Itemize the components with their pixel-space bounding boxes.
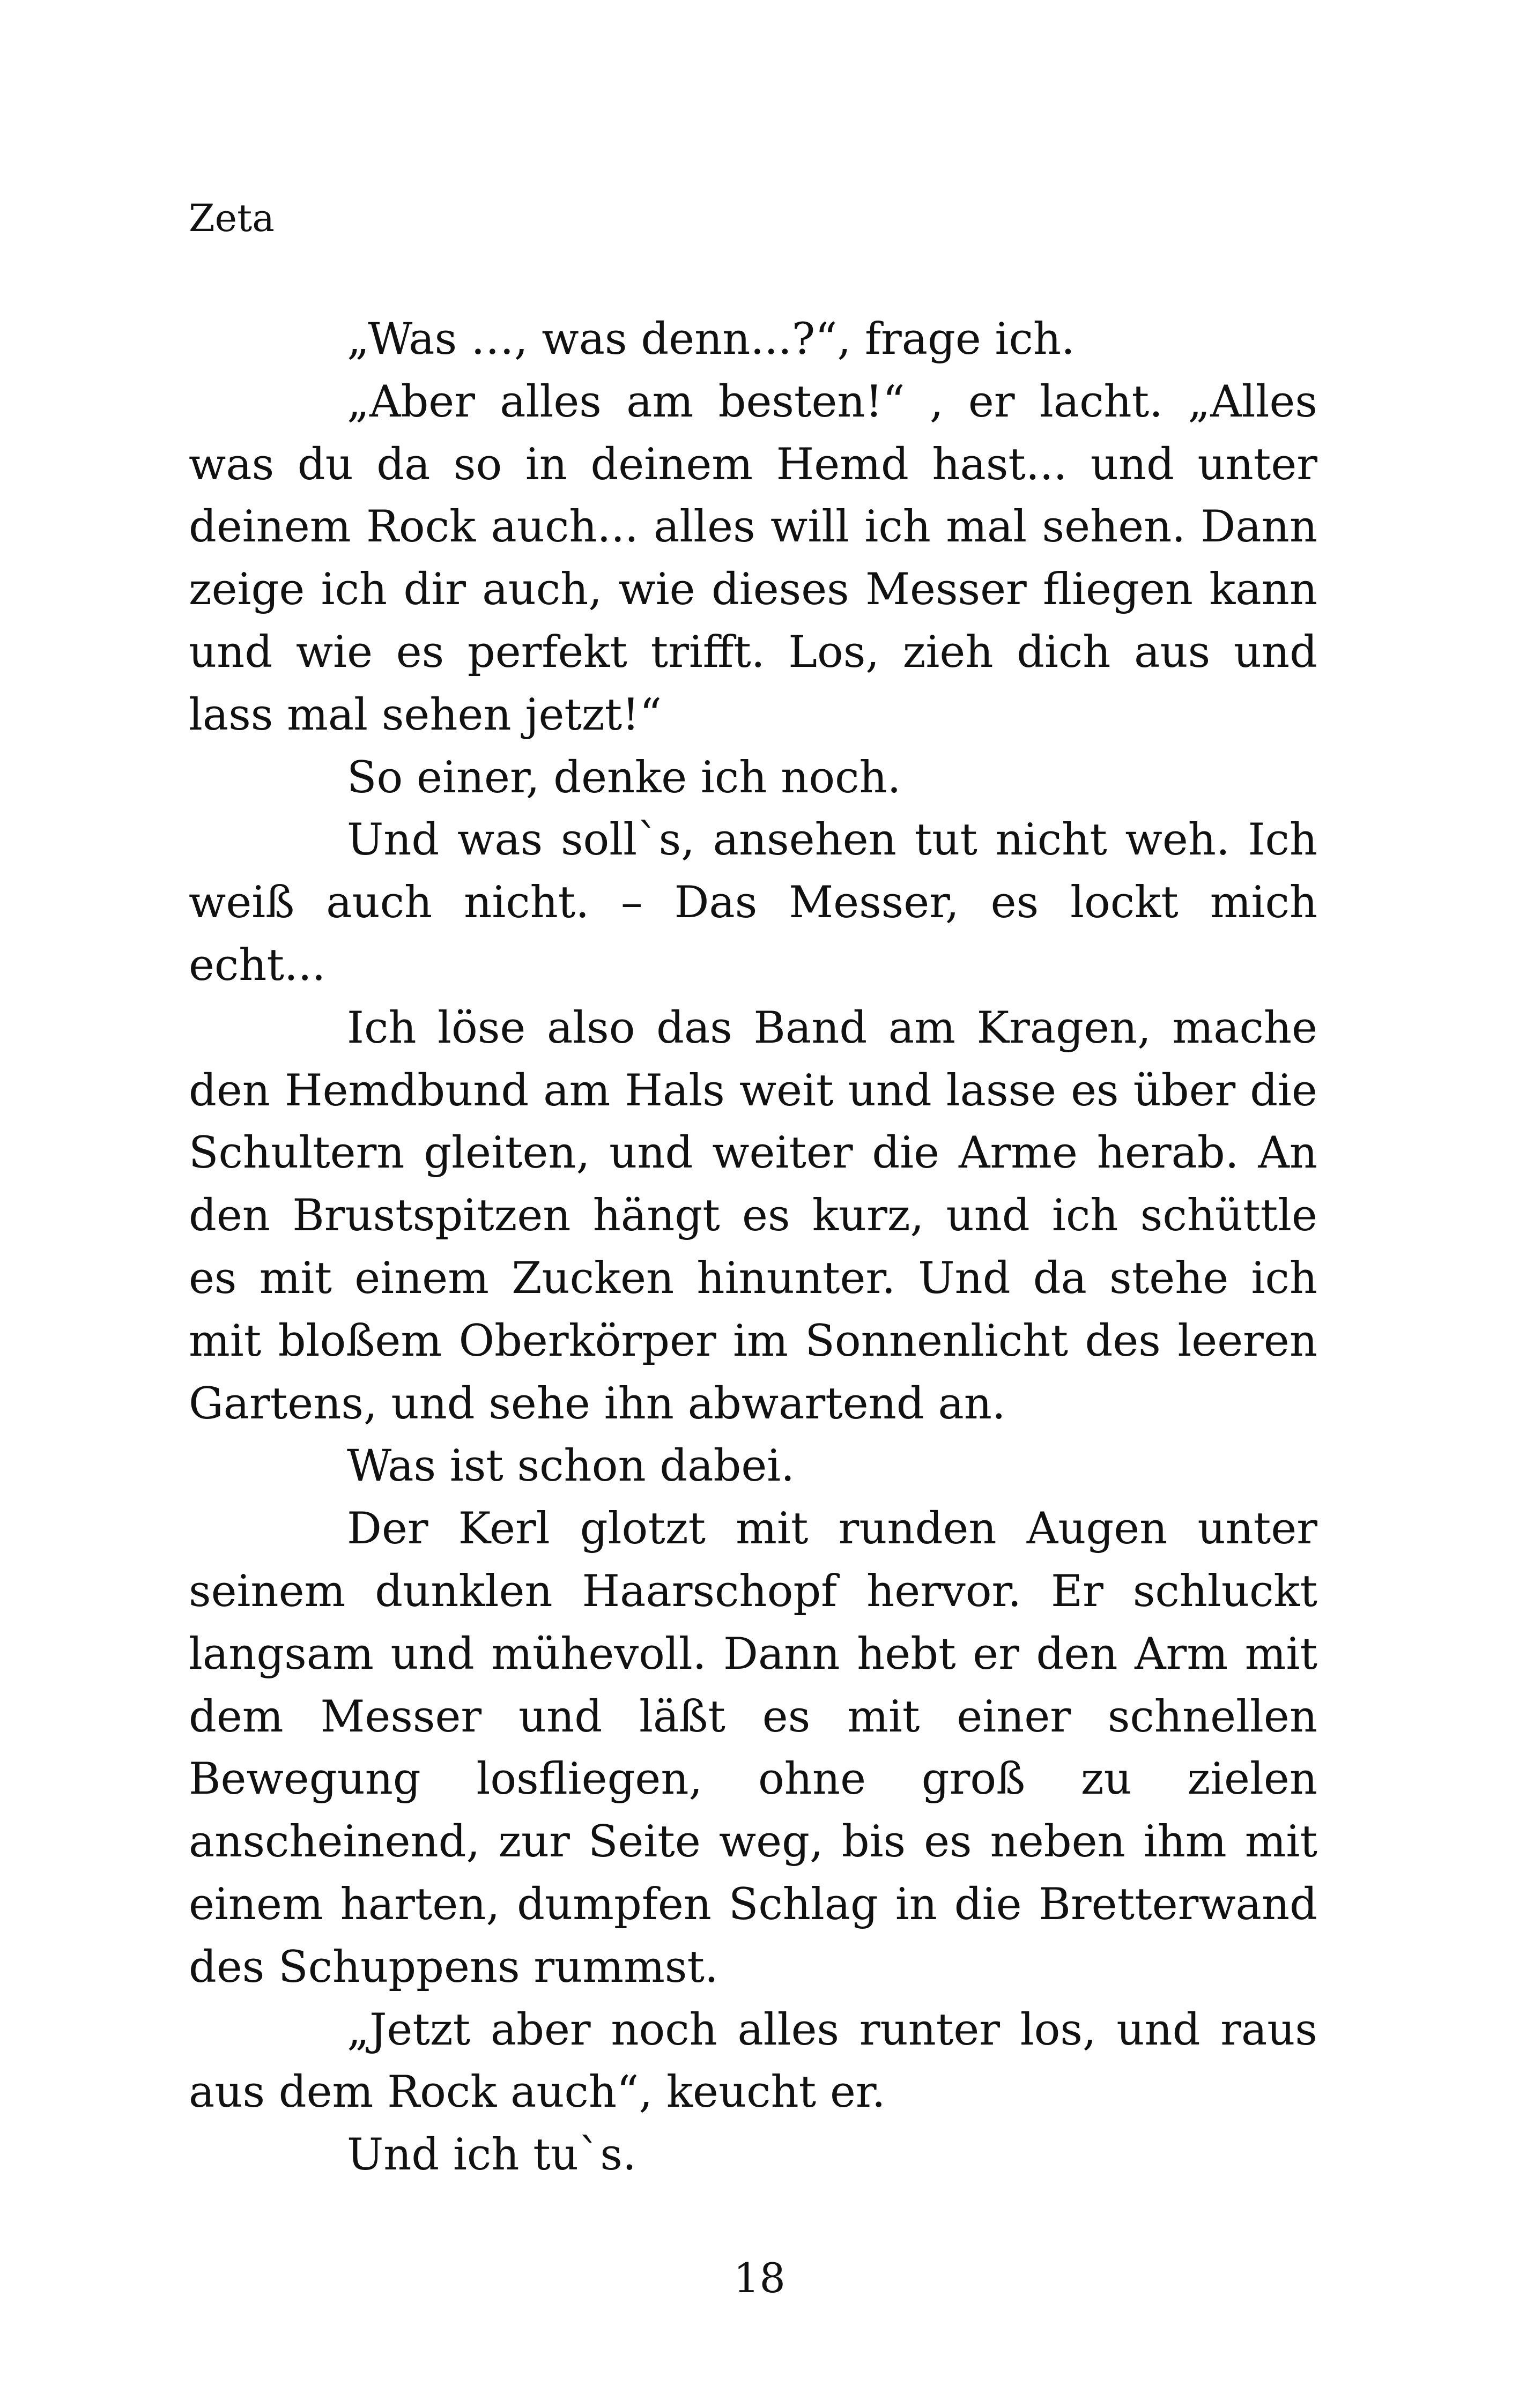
page-number: 18 [733,2254,786,2302]
paragraph: „Was …, was denn...?“, frage ich. [347,314,1075,365]
paragraph: Der Kerl glotzt mit runden Augen unter seinem dunklen Haarschopf hervor. Er schluckt langsam und mühevoll. Dann hebt er den Arm mit dem Messer und läßt es mit einer schnellen Bewegung losfliegen, ohne groß zu zielen anscheinend, zur Seite weg, bis es neben ihm mit einem harten, dumpfen Schlag in die Bretterwand des Schuppens rummst. [189,1504,1317,1993]
paragraph: Und was soll`s, ansehen tut nicht weh. Ich weiß auch nicht. – Das Messer, es lockt mich echt... [189,815,1317,991]
paragraph: „Jetzt aber noch alles runter los, und raus aus dem Rock auch“, keucht er. [189,2004,1317,2118]
paragraph: Und ich tu`s. [347,2130,636,2181]
running-header: Zeta [189,196,275,240]
paragraph: Ich löse also das Band am Kragen, mache den Hemdbund am Hals weit und lasse es über die Schultern gleiten, und weiter die Arme herab. An den Brustspitzen hängt es kurz, und ich schüttle es mit einem Zucken hinunter. Und da stehe ich mit bloßem Oberkörper im Sonnenlicht des leeren Gartens, und sehe ihn abwartend an. [189,1002,1317,1429]
paragraph: „Aber alles am besten!“ , er lacht. „Alles was du da so in deinem Hemd hast... und unter deinem Rock auch... alles will ich mal sehen. Dann zeige ich dir auch, wie dieses Messer fliegen kann und wie es perfekt trifft. Los, zieh dich aus und lass mal sehen jetzt!“ [189,376,1317,740]
body-text [189,308,1317,2187]
paragraph: So einer, denke ich noch. [347,752,901,803]
paragraph: Was ist schon dabei. [347,1441,795,1492]
